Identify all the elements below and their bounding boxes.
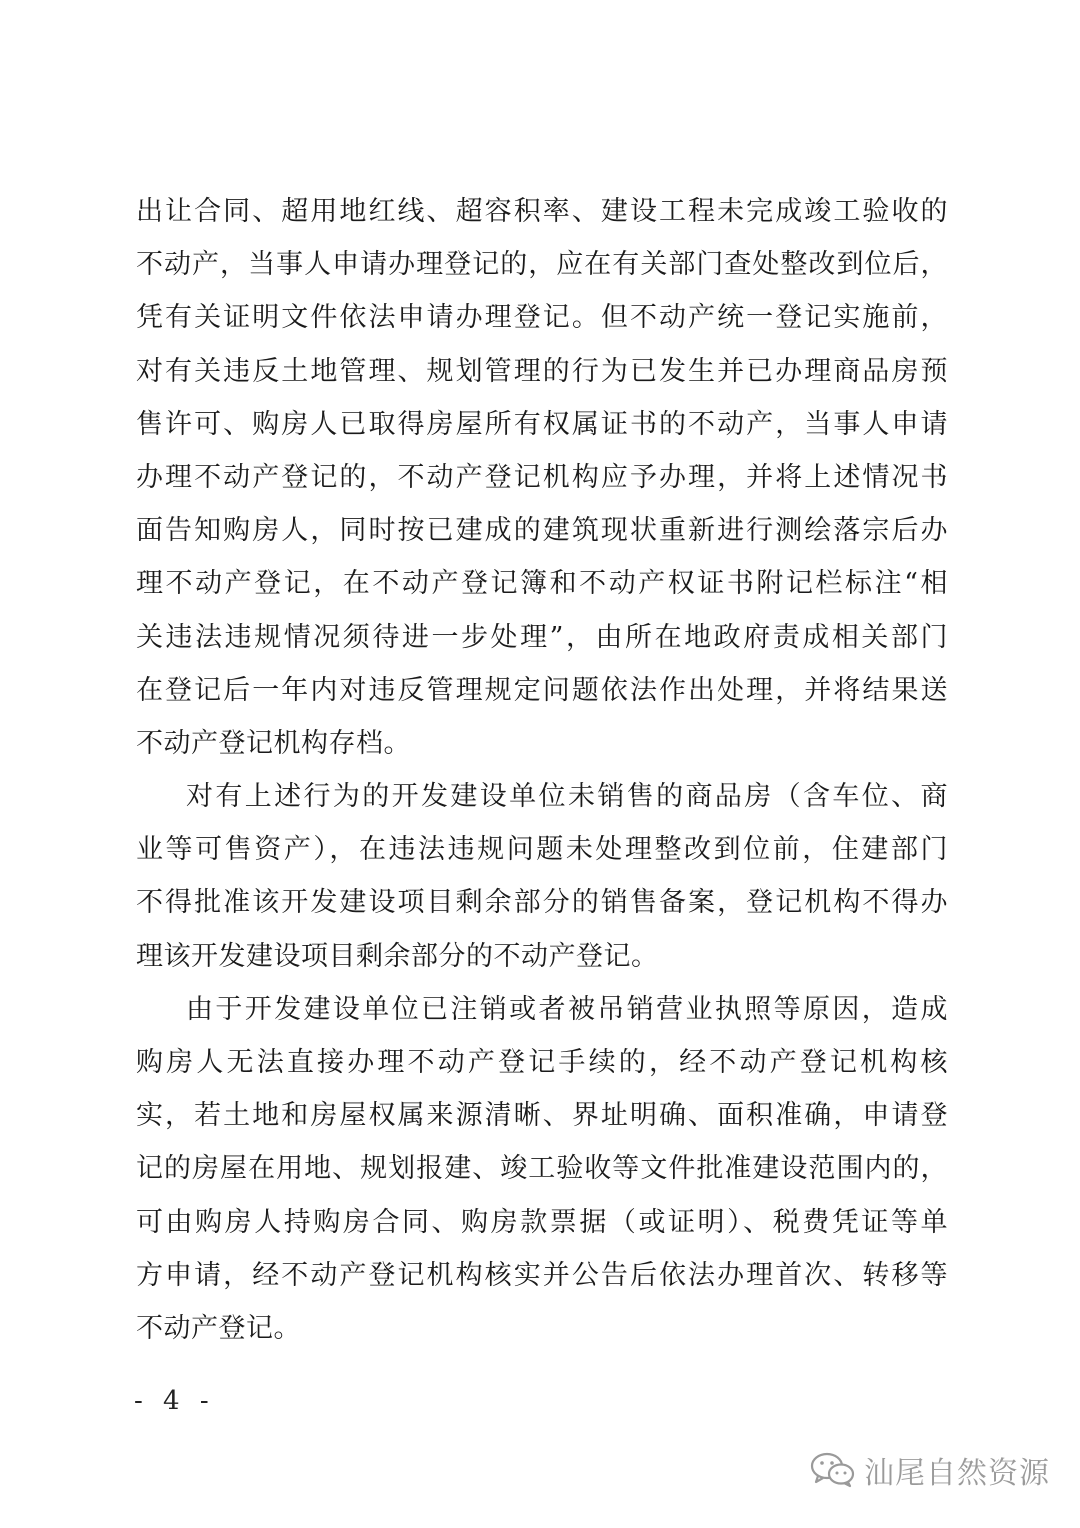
wechat-icon: [810, 1452, 856, 1488]
document-body: [136, 185, 948, 1355]
text-line: 不动产，当事人申请办理登记的，应在有关部门查处整改到位后，: [136, 249, 948, 281]
text-line: 面告知购房人，同时按已建成的建筑现状重新进行测绘落宗后办: [136, 515, 948, 547]
text-line: 理不动产登记，在不动产登记簿和不动产权证书附记栏标注“相: [136, 568, 948, 600]
text-line: 购房人无法直接办理不动产登记手续的，经不动产登记机构核: [136, 1047, 948, 1078]
text-line: 不动产登记。: [136, 1312, 301, 1344]
text-line: 办理不动产登记的，不动产登记机构应予办理，并将上述情况书: [136, 461, 948, 493]
page-number: - 4 -: [134, 1386, 215, 1416]
text-line: 不得批准该开发建设项目剩余部分的销售备案，登记机构不得办: [136, 887, 948, 919]
watermark: [810, 1448, 1050, 1492]
text-line: 方申请，经不动产登记机构核实并公告后依法办理首次、转移等: [136, 1259, 948, 1291]
text-line: 在登记后一年内对违反管理规定问题依法作出处理，并将结果送: [136, 674, 948, 706]
text-line: 理该开发建设项目剩余部分的不动产登记。: [136, 940, 659, 972]
text-line: 实，若土地和房屋权属来源清晰、界址明确、面积准确，申请登: [136, 1100, 948, 1132]
watermark-text: 汕尾自然资源: [864, 1456, 1050, 1491]
text-line: 由于开发建设单位已注销或者被吊销营业执照等原因，造成: [186, 993, 948, 1025]
text-line: 对有上述行为的开发建设单位未销售的商品房（含车位、商: [186, 781, 948, 813]
text-line: 业等可售资产），在违法违规问题未处理整改到位前，住建部门: [136, 834, 948, 866]
text-line: 记的房屋在用地、规划报建、竣工验收等文件批准建设范围内的，: [136, 1153, 948, 1185]
text-line: 售许可、购房人已取得房屋所有权属证书的不动产，当事人申请: [136, 408, 948, 440]
text-line: 关违法违规情况须待进一步处理”，由所在地政府责成相关部门: [136, 621, 948, 653]
text-line: 凭有关证明文件依法申请办理登记。但不动产统一登记实施前，: [136, 302, 948, 334]
text-line: 可由购房人持购房合同、购房款票据（或证明）、税费凭证等单: [136, 1206, 948, 1238]
text-line: 对有关违反土地管理、规划管理的行为已发生并已办理商品房预: [136, 355, 948, 387]
text-line: 出让合同、超用地红线、超容积率、建设工程未完成竣工验收的: [136, 196, 948, 227]
text-line: 不动产登记机构存档。: [136, 727, 411, 759]
